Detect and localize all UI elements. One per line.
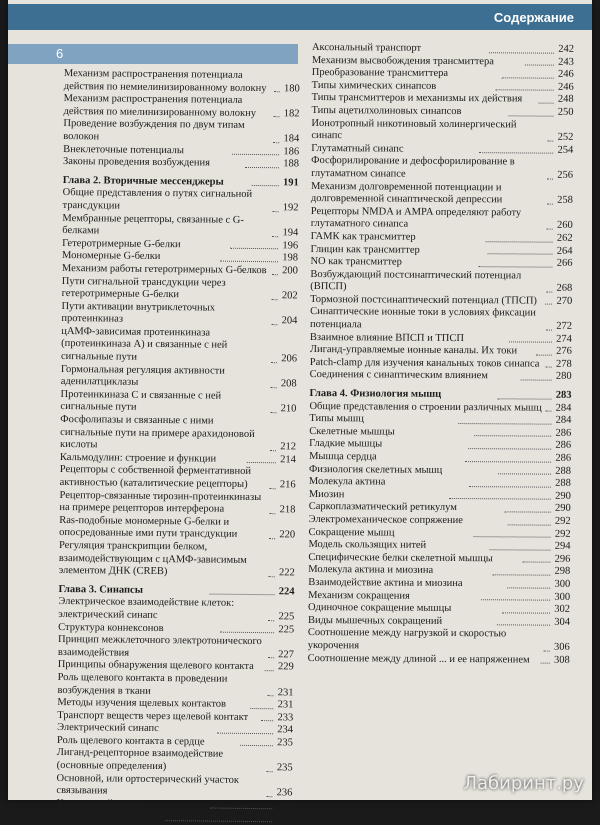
toc-leader-dots bbox=[217, 733, 273, 735]
toc-leader-dots bbox=[508, 115, 553, 116]
toc-leader-dots bbox=[525, 65, 554, 66]
toc-page-number: 224 bbox=[278, 586, 295, 598]
toc-entry-title: Типы химических синапсов bbox=[311, 79, 437, 92]
toc-leader-dots bbox=[465, 461, 551, 463]
toc-leader-dots bbox=[267, 695, 273, 696]
toc-leader-dots bbox=[469, 486, 551, 488]
toc-entry-title: Ионотропный никотиновый холинергический синапс bbox=[311, 117, 517, 142]
toc-leader-dots bbox=[274, 91, 280, 92]
toc-entry-title: Законы проведения возбуждения bbox=[62, 156, 211, 169]
toc-entry-title: Соединения с синаптическим влиянием bbox=[309, 369, 488, 382]
toc-leader-dots bbox=[272, 274, 278, 275]
toc-leader-dots bbox=[247, 462, 276, 463]
toc-leader-dots bbox=[489, 549, 550, 550]
toc-entry-title: Глава 3. Синапсы bbox=[58, 583, 143, 596]
toc-page-number: 218 bbox=[279, 504, 296, 516]
toc-page-number: 258 bbox=[557, 194, 573, 206]
toc-leader-dots bbox=[489, 52, 554, 53]
toc-page-number: 256 bbox=[557, 169, 574, 181]
toc-entry-title: Протеинкиназа С и связанные с ней сигнальные пути bbox=[60, 388, 222, 414]
toc-entry-title: Взаимодействие актина и миозина bbox=[308, 576, 463, 590]
toc-page-number: 308 bbox=[553, 654, 570, 666]
toc-entry bbox=[63, 118, 299, 146]
toc-entry-title: Глицин как трансмиттер bbox=[310, 243, 420, 256]
toc-page-number: 252 bbox=[557, 131, 574, 143]
toc-leader-dots bbox=[544, 650, 550, 651]
toc-page-number: 225 bbox=[278, 623, 295, 635]
toc-page-number: 196 bbox=[282, 240, 299, 252]
toc-page-number: 237 bbox=[276, 800, 293, 812]
toc-page-number: 235 bbox=[276, 762, 293, 774]
toc-entry bbox=[310, 269, 572, 296]
toc-page-number: 210 bbox=[280, 403, 297, 415]
toc-page-number: 298 bbox=[554, 566, 571, 578]
toc-entry bbox=[59, 490, 295, 518]
toc-page-number: 235 bbox=[277, 737, 294, 749]
toc-page-number: 248 bbox=[557, 94, 574, 106]
toc-leader-dots bbox=[265, 670, 274, 671]
toc-page-number: 227 bbox=[278, 648, 294, 661]
toc-entry-title: Модель скользящих нитей bbox=[308, 539, 427, 551]
toc-entry-title: Принципы обнаружения щелевого контакта bbox=[57, 659, 254, 673]
toc-leader-dots bbox=[521, 379, 552, 380]
toc-entry-title: Гетеротримерные G-белки bbox=[62, 237, 181, 250]
toc-entry bbox=[56, 798, 292, 813]
toc-entry bbox=[62, 187, 298, 215]
toc-leader-dots bbox=[539, 103, 554, 104]
toc-entry-title: Физиология скелетных мышц bbox=[308, 463, 443, 476]
toc-entry-title: Структура коннексонов bbox=[58, 621, 164, 634]
toc-entry bbox=[61, 364, 297, 392]
toc-page-number: 302 bbox=[554, 603, 571, 615]
toc-page-number: 286 bbox=[555, 452, 572, 464]
toc-entry-title: Механизм высвобождения трансмиттера bbox=[311, 54, 494, 67]
toc-entry bbox=[57, 672, 293, 700]
toc-leader-dots bbox=[251, 708, 274, 709]
toc-leader-dots bbox=[262, 720, 274, 721]
toc-leader-dots bbox=[459, 423, 552, 425]
toc-leader-dots bbox=[233, 154, 280, 155]
toc-page-number: 288 bbox=[555, 465, 572, 477]
toc-leader-dots bbox=[474, 536, 551, 538]
toc-left-column bbox=[56, 68, 300, 825]
toc-page-number: 225 bbox=[278, 611, 295, 623]
toc-page-number: 254 bbox=[557, 144, 574, 156]
toc-page-number: 202 bbox=[281, 290, 298, 302]
toc-leader-dots bbox=[468, 448, 552, 450]
toc-entry bbox=[64, 68, 300, 96]
toc-leader-dots bbox=[546, 329, 552, 330]
toc-page-number: 222 bbox=[278, 567, 295, 579]
toc-entry-title: Возбуждающий постсинаптический потенциал (ВПСП) bbox=[310, 268, 522, 293]
toc-entry-title: Фосфорилирование и дефосфорилирование в глутаматном синапсе bbox=[311, 155, 515, 180]
toc-leader-dots bbox=[230, 248, 278, 249]
toc-entry bbox=[63, 93, 299, 121]
toc-entry-title: Типы мышц bbox=[309, 413, 364, 425]
toc-entry-title: Общие представления о строении различных мышц bbox=[309, 400, 542, 414]
toc-entry-title: Ras-подобные мономерные G-белки и опосредованные ими пути трансдукции bbox=[59, 514, 238, 541]
toc-entry-title: Электромеханическое сопряжение bbox=[308, 513, 463, 527]
toc-leader-dots bbox=[493, 574, 551, 575]
toc-leader-dots bbox=[267, 771, 273, 772]
toc-page-number: 180 bbox=[283, 82, 300, 95]
toc-leader-dots bbox=[273, 117, 279, 118]
toc-entry-title: Принцип межклеточного электротонического взаимодействия bbox=[57, 634, 262, 659]
toc-entry-title: Механизм сокращения bbox=[308, 589, 410, 602]
toc-entry-title: Соотношение между длиной ... и ее напряжением bbox=[307, 652, 530, 666]
toc-leader-dots bbox=[546, 304, 553, 305]
toc-entry-title: Patch-clamp для изучения канальных токов синапса bbox=[309, 356, 540, 370]
toc-entry-title: Механизм распространения потенциала действия по немиелинизированному волокну bbox=[63, 68, 267, 94]
toc-page-number: 214 bbox=[280, 454, 296, 466]
toc-leader-dots bbox=[449, 498, 551, 500]
toc-entry bbox=[60, 389, 296, 417]
toc-page-number: 206 bbox=[281, 353, 298, 365]
toc-entry-title: Молекула актина bbox=[308, 476, 386, 488]
toc-leader-dots bbox=[481, 599, 550, 600]
toc-entry-title: Рецептор-связанные тирозин-протеинкиназы на примере рецепторов интерферона bbox=[59, 489, 262, 515]
toc-entry bbox=[308, 627, 570, 654]
toc-page-number: 290 bbox=[555, 490, 571, 502]
toc-entry-title: Механизм распространения потенциала действия по миелинизированному волокну bbox=[63, 93, 257, 119]
toc-entry-title: Лиганд-рецепторное взаимодействие (основные определения) bbox=[56, 747, 224, 773]
watermark: Лабиринт.ру bbox=[463, 773, 584, 794]
toc-entry bbox=[59, 540, 295, 580]
toc-leader-dots bbox=[541, 663, 550, 664]
toc-page-number: 284 bbox=[555, 414, 572, 427]
toc-entry-title: Роль щелевого контакта в сердце bbox=[56, 734, 205, 748]
toc-entry-title: Механизм работы гетеротримерных G-белков bbox=[61, 262, 267, 277]
toc-leader-dots bbox=[546, 292, 552, 293]
toc-entry-title: Типы ацетилхолиновых синапсов bbox=[311, 104, 462, 118]
toc-leader-dots bbox=[498, 473, 551, 474]
toc-entry-title: Регуляция транскрипции белком, взаимодействующим с цАМФ-зависимым элементом ДНК (CREB) bbox=[58, 539, 247, 578]
toc-page-number: 204 bbox=[281, 315, 298, 327]
toc-entry bbox=[60, 464, 296, 492]
toc-page-number: 306 bbox=[553, 641, 570, 653]
toc-leader-dots bbox=[508, 524, 551, 525]
toc-entry bbox=[311, 118, 573, 145]
toc-leader-dots bbox=[505, 511, 551, 512]
toc-leader-dots bbox=[509, 342, 552, 343]
toc-entry-title: Гладкие мышцы bbox=[309, 438, 383, 450]
toc-leader-dots bbox=[474, 436, 551, 438]
toc-entry bbox=[63, 156, 299, 171]
toc-entry-title: Пути активации внутриклеточных протеинкиназ bbox=[61, 300, 216, 325]
toc-page-number: 266 bbox=[556, 257, 573, 269]
toc-entry bbox=[311, 181, 573, 208]
toc-entry-title: Роль щелевого контакта в проведении возбуждения в ткани bbox=[57, 671, 228, 697]
toc-page-number: 233 bbox=[277, 711, 294, 724]
toc-page-number: 192 bbox=[282, 202, 299, 214]
toc-right-column bbox=[308, 42, 574, 667]
toc-entry-title: Мономерные G-белки bbox=[61, 250, 161, 263]
toc-leader-dots bbox=[269, 513, 275, 514]
toc-entry-title: Тормозной постсинаптический потенциал (ТПСП) bbox=[310, 293, 537, 307]
toc-page-number: 274 bbox=[556, 333, 572, 345]
toc-entry-title: Мембранные рецепторы, связанные с G-белками bbox=[62, 212, 244, 237]
toc-entry-title: Типы трансмиттеров и механизмы их действия bbox=[311, 92, 523, 105]
toc-page-number: 264 bbox=[556, 245, 573, 257]
toc-entry-title: Пути сигнальной трансдукции через гетеротримерные G-белки bbox=[61, 275, 226, 301]
toc-leader-dots bbox=[547, 140, 553, 141]
toc-leader-dots bbox=[272, 236, 278, 237]
toc-page-number: 280 bbox=[555, 371, 572, 383]
page-title: Содержание bbox=[493, 10, 574, 25]
toc-page-number: 268 bbox=[556, 282, 573, 295]
toc-entry bbox=[57, 747, 293, 775]
toc-page-number: 286 bbox=[555, 440, 572, 452]
toc-entry-title: Синаптические ионные токи в условиях фиксации потенциала bbox=[309, 306, 536, 331]
toc-page-number: 283 bbox=[555, 389, 572, 401]
toc-entry-title: Рецепторы с собственной ферментативной активностью (каталитические рецепторы) bbox=[59, 464, 252, 490]
toc-entry bbox=[308, 652, 570, 666]
toc-entry-title: Кальмодулин: строение и функции bbox=[59, 451, 217, 465]
toc-entry-title: Преобразование трансмиттера bbox=[311, 67, 449, 80]
toc-leader-dots bbox=[271, 387, 277, 388]
toc-leader-dots bbox=[269, 538, 275, 539]
toc-page-number: 182 bbox=[283, 108, 300, 120]
toc-page-number: 262 bbox=[556, 232, 573, 244]
toc-leader-dots bbox=[523, 562, 551, 563]
toc-leader-dots bbox=[266, 796, 272, 797]
toc-leader-dots bbox=[485, 241, 552, 242]
toc-leader-dots bbox=[273, 211, 279, 212]
toc-page-number: 246 bbox=[558, 68, 574, 81]
toc-page-number: 246 bbox=[557, 81, 574, 93]
toc-page-number: 236 bbox=[276, 787, 293, 799]
toc-leader-dots bbox=[497, 398, 551, 399]
toc-page-number: 300 bbox=[554, 578, 571, 590]
toc-leader-dots bbox=[270, 412, 276, 413]
toc-page-number: 243 bbox=[558, 56, 574, 68]
toc-leader-dots bbox=[507, 587, 550, 588]
toc-entry-title bbox=[56, 823, 163, 824]
toc-page-number: 220 bbox=[279, 529, 296, 541]
toc-leader-dots bbox=[220, 261, 278, 263]
toc-page-number: 272 bbox=[556, 320, 573, 332]
toc-leader-dots bbox=[165, 820, 272, 822]
toc-entry-title: Гормональная регуляция активности аденилатциклазы bbox=[60, 363, 225, 389]
toc-entry-title: Аксональный транспорт bbox=[311, 42, 422, 54]
toc-entry-title: Скелетные мышцы bbox=[309, 425, 395, 438]
toc-entry bbox=[58, 634, 294, 662]
toc-entry-title: ГАМК как трансмиттер bbox=[310, 230, 416, 243]
toc-page-number: 288 bbox=[555, 477, 571, 490]
toc-entry-title: Виды мышечных сокращений bbox=[307, 614, 443, 627]
toc-leader-dots bbox=[478, 266, 552, 268]
toc-page-number: 186 bbox=[283, 145, 300, 158]
toc-entry-title: Миозин bbox=[308, 488, 345, 501]
toc-entry-title: Общие представления о путях сигнальной трансдукции bbox=[62, 187, 253, 212]
toc-page-number: 292 bbox=[554, 528, 571, 540]
toc-entry bbox=[310, 369, 572, 383]
toc-entry-title: Транспорт веществ через щелевой контакт bbox=[57, 709, 249, 723]
page-number: 6 bbox=[56, 46, 64, 61]
toc-leader-dots bbox=[210, 808, 272, 810]
toc-leader-dots bbox=[268, 657, 274, 658]
toc-entry bbox=[311, 206, 573, 233]
toc-entry bbox=[56, 810, 292, 825]
toc-leader-dots bbox=[546, 367, 552, 368]
toc-page-number: 216 bbox=[279, 479, 296, 491]
toc-leader-dots bbox=[547, 203, 553, 204]
toc-leader-dots bbox=[270, 450, 276, 451]
toc-page-number: 231 bbox=[277, 686, 294, 698]
toc-entry-title: Саркоплазматический ретикулум bbox=[308, 501, 457, 514]
toc-entry-title: Молекула актина и миозина bbox=[308, 564, 434, 577]
toc-leader-dots bbox=[271, 362, 277, 363]
toc-leader-dots bbox=[497, 625, 550, 626]
toc-page-number: 229 bbox=[277, 661, 294, 673]
toc-page-number: 208 bbox=[280, 378, 297, 390]
toc-page-number: 242 bbox=[558, 43, 575, 55]
header-strip bbox=[8, 4, 592, 30]
toc-entry-title: Фосфолипазы и связанные с ними сигнальные пути на примере арахидоновой кислоты bbox=[59, 414, 255, 451]
toc-entry-title: Глава 4. Физиология мышц bbox=[309, 388, 442, 400]
toc-page-number: 250 bbox=[557, 106, 574, 118]
toc-page-number: 304 bbox=[554, 616, 570, 628]
toc-leader-dots bbox=[547, 229, 553, 230]
toc-entry-title: Лиганд-управляемые ионные каналы. Их токи bbox=[309, 344, 518, 357]
toc-entry-title: NO как трансмиттер bbox=[310, 256, 402, 268]
toc-leader-dots bbox=[252, 185, 279, 186]
toc-leader-dots bbox=[270, 488, 276, 489]
toc-leader-dots bbox=[496, 90, 554, 91]
toc-entry-title: Сокращение мышц bbox=[308, 526, 395, 539]
toc-entry bbox=[59, 515, 295, 543]
toc-page-number: 212 bbox=[280, 441, 297, 453]
toc-entry-title: Специфические белки скелетной мышцы bbox=[308, 551, 493, 565]
toc-entry-title: цАМФ-зависимая протеинкиназа (протеинкиназа А) и связанные с ней сигнальные пути bbox=[60, 325, 228, 363]
toc-leader-dots bbox=[502, 612, 550, 613]
toc-page-number: 194 bbox=[282, 227, 299, 239]
toc-page-number: 240 bbox=[276, 812, 293, 824]
toc-entry-title: Проведение возбуждения по двум типам волокон bbox=[63, 118, 245, 143]
toc-leader-dots bbox=[245, 167, 279, 168]
toc-entry-title: Химический синапс bbox=[56, 797, 147, 810]
toc-entry bbox=[310, 306, 572, 333]
toc-page-number: 276 bbox=[556, 345, 572, 358]
toc-leader-dots bbox=[272, 299, 278, 300]
toc-entry-title: Внеклеточные потенциалы bbox=[63, 143, 185, 156]
toc-page-number: 188 bbox=[283, 158, 300, 170]
toc-entry-title: Глутаматный синапс bbox=[311, 142, 404, 155]
toc-leader-dots bbox=[271, 324, 277, 325]
toc-page-number: 300 bbox=[554, 591, 571, 603]
toc-leader-dots bbox=[268, 620, 274, 621]
toc-page-number: 198 bbox=[282, 252, 299, 264]
toc-entry bbox=[61, 326, 297, 366]
toc-entry-title: Основной, или ортостерический участок связывания bbox=[56, 772, 240, 797]
toc-page-number: 296 bbox=[554, 553, 571, 565]
toc-page-number: 284 bbox=[555, 402, 572, 414]
page-number-bar bbox=[8, 44, 298, 64]
toc-page-number: 270 bbox=[556, 295, 573, 307]
toc-page-number: 290 bbox=[554, 503, 571, 515]
toc-leader-dots bbox=[273, 142, 279, 143]
toc-leader-dots bbox=[487, 253, 552, 254]
toc-entry-title: Механизм долговременной потенциации и долговременной синаптической депрессии bbox=[310, 180, 503, 206]
toc-page-number: 231 bbox=[277, 699, 294, 711]
toc-leader-dots bbox=[545, 411, 551, 412]
toc-entry-title: Электрический синапс bbox=[57, 722, 159, 735]
toc-page-number: 191 bbox=[283, 177, 299, 189]
toc-page-number: 200 bbox=[282, 265, 298, 277]
toc-page-number: 260 bbox=[556, 220, 573, 232]
toc-page-number: 234 bbox=[277, 724, 294, 736]
toc-entry-title: Электрическое взаимодействие клеток: электрический синапс bbox=[58, 596, 235, 621]
toc-page-number: 278 bbox=[555, 358, 572, 370]
toc-leader-dots bbox=[547, 178, 553, 179]
toc-entry-title: Взаимное влияние ВПСП и ТПСП bbox=[309, 331, 464, 344]
toc-page-number: 292 bbox=[554, 515, 571, 527]
toc-entry bbox=[62, 213, 298, 241]
toc-entry-title: Мышца сердца bbox=[309, 450, 377, 463]
toc-entry-title: Соотношение между нагрузкой и скоростью укорочения bbox=[307, 627, 507, 652]
toc-entry bbox=[60, 414, 296, 454]
toc-leader-dots bbox=[240, 745, 273, 746]
toc-entry-title: Методы изучения щелевых контактов bbox=[57, 697, 227, 710]
toc-entry-title: Глава 2. Вторичные мессенджеры bbox=[62, 174, 224, 188]
toc-entry-title: Одиночное сокращение мышцы bbox=[308, 602, 452, 615]
toc-page-number: 286 bbox=[555, 427, 572, 439]
toc-leader-dots bbox=[535, 354, 551, 355]
toc-page-number: 294 bbox=[554, 540, 571, 552]
toc-leader-dots bbox=[220, 632, 274, 634]
toc-leader-dots bbox=[502, 77, 554, 78]
toc-entry-title: Рецепторы NMDA и AMPA определяют работу глутаматного синапса bbox=[310, 205, 522, 230]
toc-leader-dots bbox=[210, 594, 275, 596]
toc-leader-dots bbox=[269, 576, 275, 577]
toc-entry bbox=[56, 773, 292, 801]
toc-entry bbox=[58, 596, 294, 624]
toc-entry bbox=[61, 301, 297, 329]
toc-leader-dots bbox=[479, 153, 553, 155]
toc-entry bbox=[62, 275, 298, 303]
toc-entry bbox=[311, 155, 573, 182]
toc-page-number: 184 bbox=[283, 133, 300, 145]
